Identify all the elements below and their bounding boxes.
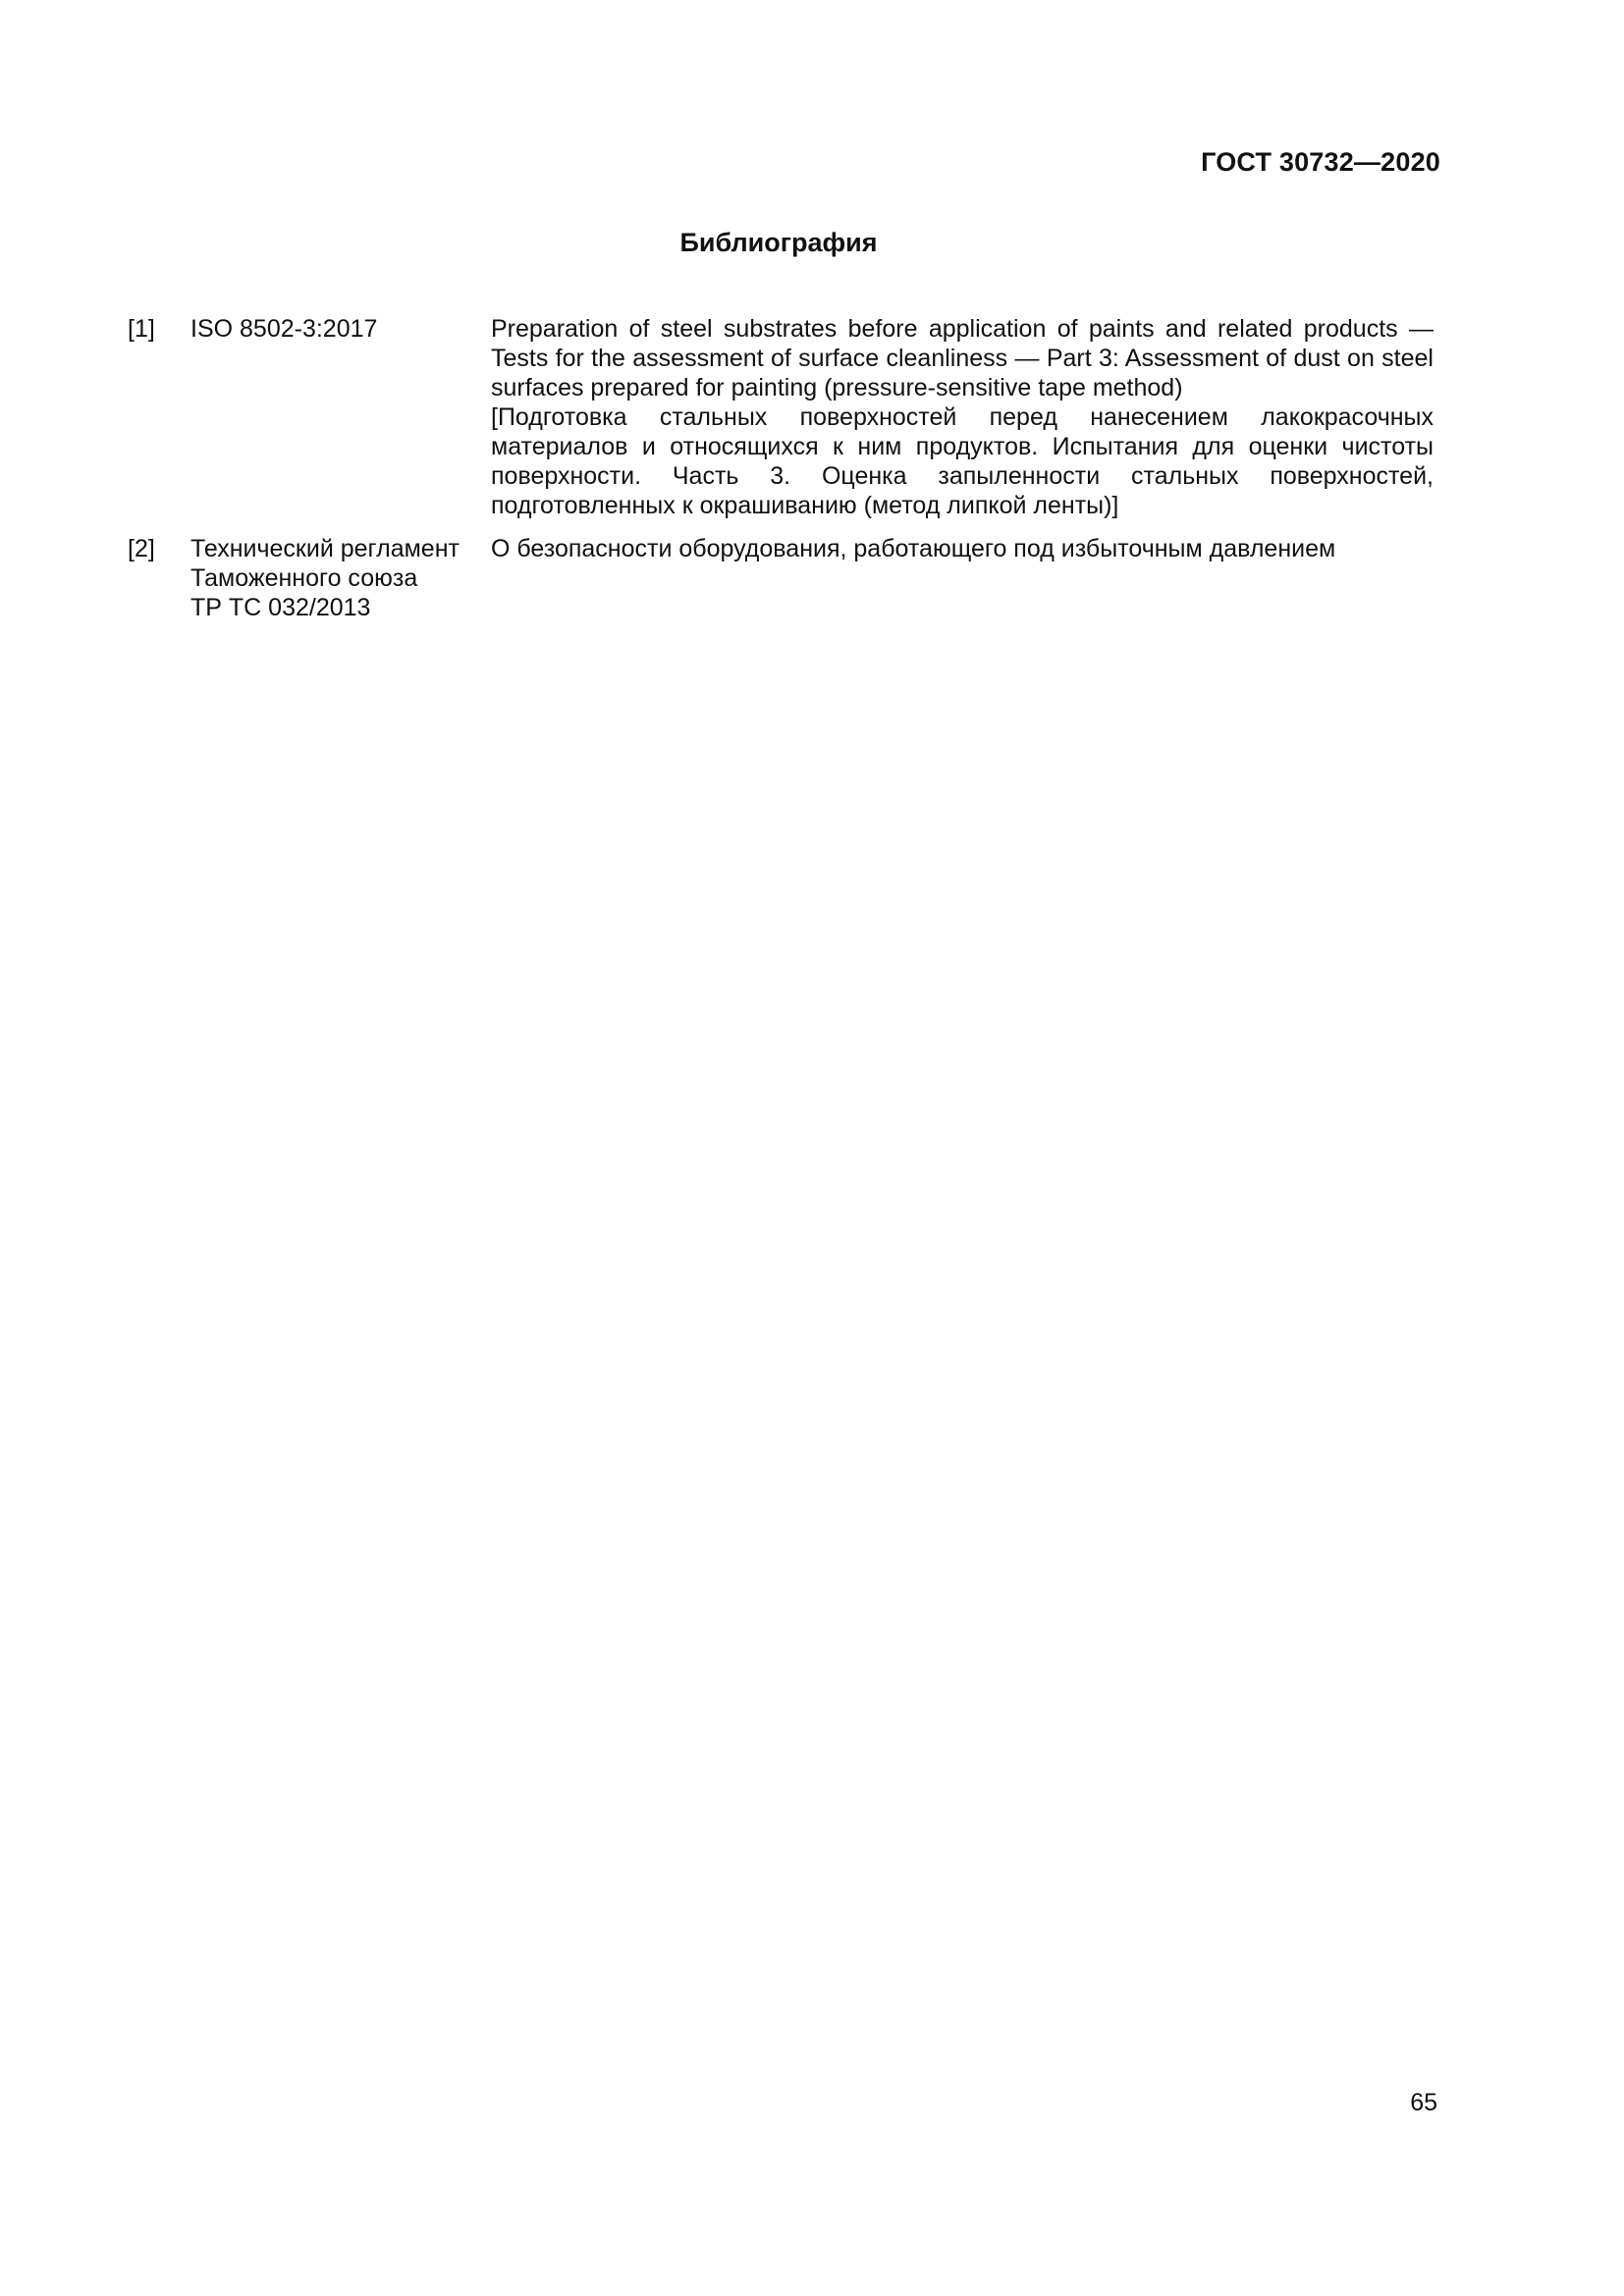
bibliography-entry	[128, 534, 1434, 622]
entry-number: [1]	[128, 315, 155, 343]
entry-title	[491, 534, 1434, 563]
entry-reference-line: ISO 8502-3:2017	[190, 315, 378, 343]
bibliography-list	[128, 314, 1434, 636]
section-title: Библиография	[679, 228, 878, 257]
entry-title-line: О безопасности оборудования, работающего под избыточным давлением	[491, 535, 1336, 562]
document-code: ГОСТ 30732—2020	[1201, 147, 1440, 177]
entry-reference	[190, 534, 491, 622]
entry-reference	[190, 314, 491, 344]
entry-reference-line: Таможенного союза	[190, 564, 418, 592]
entry-reference-line: Технический регламент	[190, 535, 460, 562]
entry-title-line: [Подготовка стальных поверхностей перед нанесением лакокрасочных материалов и относящихся к ним продуктов. Испытания для оценки чистоты поверхности. Часть 3. Оценка запыленности стальных поверхностей, подготовленных к окрашиванию (метод липкой ленты)]	[491, 403, 1434, 519]
entry-title	[491, 314, 1434, 520]
bibliography-entry	[128, 314, 1434, 520]
page-number: 65	[1410, 2089, 1437, 2116]
entry-number: [2]	[128, 535, 155, 562]
entry-title-line: Preparation of steel substrates before application of paints and related products — Tests for the assessment of surface cleanliness — Part 3: Assessment of dust on steel surfaces prepared for painting (pressure-sensitive tape method)	[491, 315, 1434, 401]
entry-reference-line: ТР ТС 032/2013	[190, 594, 371, 621]
